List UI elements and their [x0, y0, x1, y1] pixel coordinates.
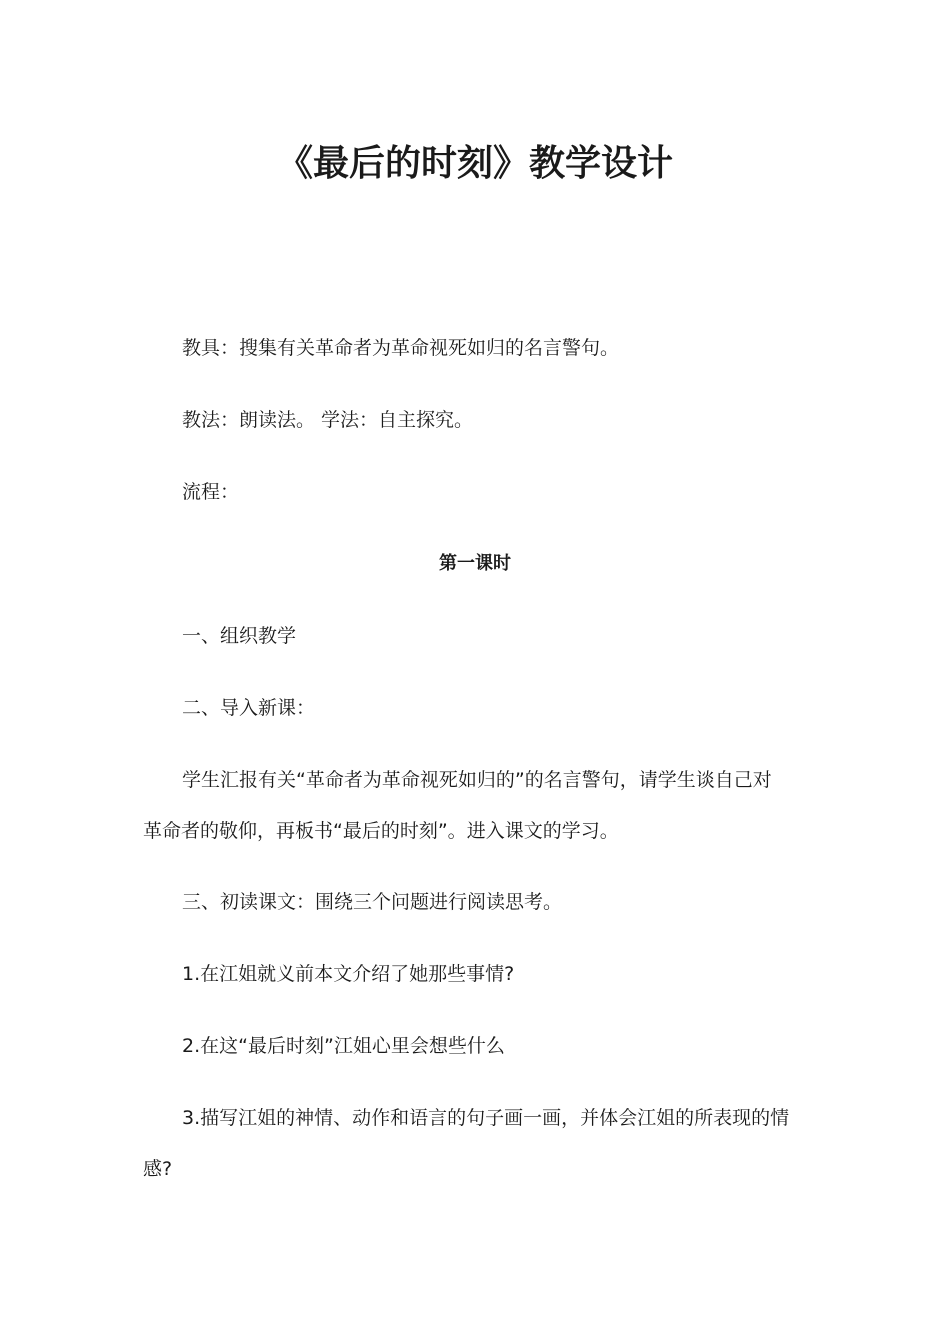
- paragraph-introduction-line-2: 革命者的敬仰，再板书“最后的时刻”。进入课文的学习。: [143, 820, 619, 842]
- paragraph-step-two: 二、导入新课：: [182, 697, 316, 719]
- paragraph-teaching-aids: 教具：搜集有关革命者为革命视死如归的名言警句。: [182, 337, 620, 359]
- paragraph-step-three: 三、初读课文：围绕三个问题进行阅读思考。: [182, 891, 563, 913]
- paragraph-step-one: 一、组织教学: [182, 625, 297, 647]
- question-one: 1.在江姐就义前本文介绍了她那些事情?: [182, 963, 515, 985]
- question-two: 2.在这“最后时刻”江姐心里会想些什么: [182, 1035, 505, 1057]
- question-three: [143, 1093, 803, 1195]
- question-three-line-2: 感?: [143, 1158, 173, 1180]
- paragraph-introduction-line-1: 学生汇报有关“革命者为革命视死如归的”的名言警句，请学生谈自己对: [182, 769, 772, 791]
- question-three-line-1: 3.描写江姐的神情、动作和语言的句子画一画，并体会江姐的所表现的情: [182, 1107, 790, 1129]
- paragraph-introduction: [143, 755, 803, 857]
- section-heading: 第一课时: [439, 553, 511, 574]
- paragraph-process: 流程：: [182, 481, 240, 503]
- paragraph-teaching-methods: 教法：朗读法。 学法：自主探究。: [182, 409, 474, 431]
- document-title: 《最后的时刻》教学设计: [276, 143, 673, 184]
